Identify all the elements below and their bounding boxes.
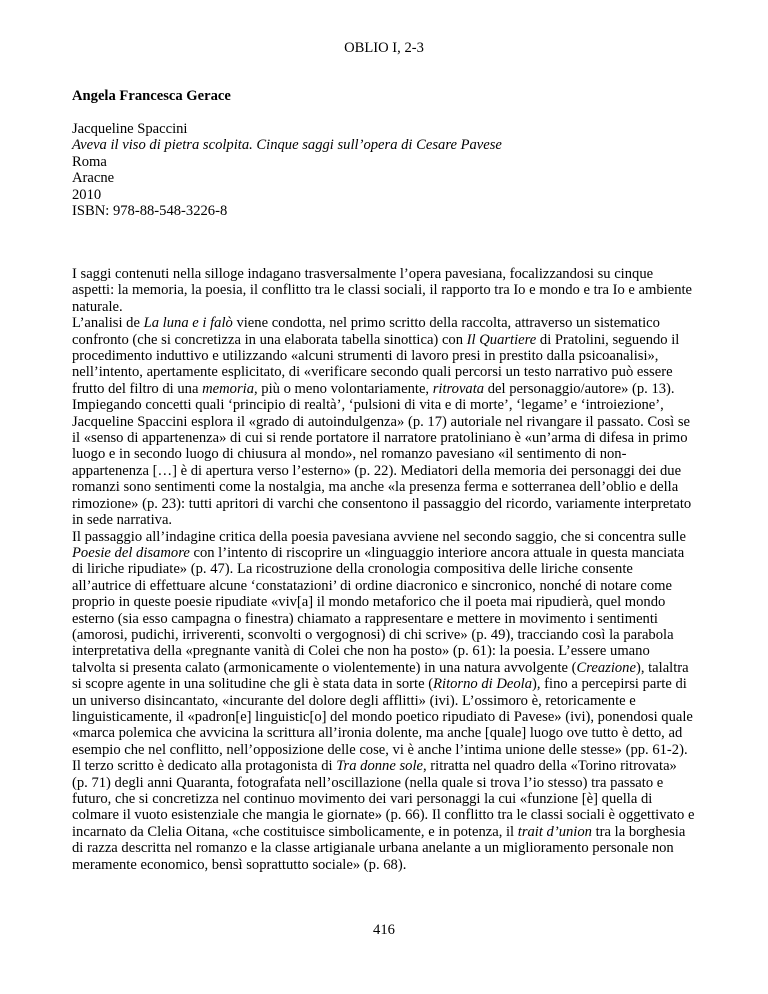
paragraph-intro <box>72 266 695 315</box>
italic-title: Ritorno di Deola <box>433 676 533 693</box>
isbn: ISBN: 978-88-548-3226-8 <box>72 203 228 220</box>
paragraph-second-essay <box>72 529 695 759</box>
text-run: ), fino a percepirsi parte di un universo disincantato, «incurante del dolore degli afflitti» (ivi). L’ossimoro è, retoricamente e linguisticamente, il «padron[e] linguistic[o] del mondo poetico ripudiato di Pavese» (ivi), ponendosi quale «marca polemica che avvicina la scrittura all’ironia dolente, ma anche [quale] luogo ove tutto è detto, ad esempio che nel conflitto, nell’opposizione delle cose, vi è anche l’intima unione delle stesse» (pp. 61-2). <box>72 676 693 758</box>
text-run: ), talaltra si scopre agente in una solitudine che gli è stata data in sorte ( <box>72 659 689 693</box>
publication-year: 2010 <box>72 186 102 203</box>
book-title: Aveva il viso di pietra scolpita. Cinque saggi sull’opera di Cesare Pavese <box>72 137 502 154</box>
book-author: Jacqueline Spaccini <box>72 121 188 137</box>
italic-title: Tra donne sole <box>336 758 423 775</box>
publication-city: Roma <box>72 153 107 170</box>
review-body <box>72 266 695 873</box>
review-author: Angela Francesca Gerace <box>72 88 231 104</box>
text-run: L’analisi de <box>72 315 144 332</box>
italic-word: ritrovata <box>432 380 485 397</box>
text-run: tra la borghesia di razza descritta nel romanzo e la classe artigianale urbana anelante a un miglioramento personale non meramente economico, bensì soprattutto sociale» (p. 68). <box>72 823 686 873</box>
text-run: , ritratta nel quadro della «Torino ritrovata» (p. 71) degli anni Quaranta, fotografata nell’oscillazione (nella quale si trova l’io stesso) tra passato e futuro, che si concretizza nel continuo movimento dei vari personaggi la cui «funzione [è] quella di colmare il vuoto esistenziale che mangia le giornate» (p. 66). Il conflitto tra le classi sociali è oggettivato e incarnato da Clelia Oitana, «che costituisce simbolicamente, e in potenza, il <box>72 758 695 840</box>
italic-word: memoria <box>202 380 254 397</box>
text-run: del personaggio/autore» (p. 13). Impiegando concetti quali ‘principio di realtà’, ‘pulsioni di vita e di morte’, ‘legame’ e ‘introiezione’, Jacqueline Spaccini esplora il «grado di autoindulgenza» (p. 17) autoriale nel rivangare il passato. Così se il «senso di appartenenza» di cui si rende portatore il narratore pratoliniano è «un’arma di difesa in primo luogo e in secondo luogo di chiusura al mondo», nel romanzo pavesiano «il sentimento di non-appartenenza […] è di apertura verso l’esterno» (p. 22). Mediatori della memoria dei personaggi dei due romanzi sono sentimenti come la nostalgia, ma anche «la presenza ferma e sotterranea dell’oblio e della rimozione» (p. 23): tutti apritori di varchi che consentono il passaggio del ricordo, variamente interpretato in sede narrativa. <box>72 380 692 529</box>
page-number: 416 <box>373 922 395 938</box>
text-run: Il passaggio all’indagine critica della poesia pavesiana avviene nel secondo saggio, che si concentra sulle <box>72 528 686 545</box>
bibliographic-record <box>72 121 712 219</box>
text-run: con l’intento di riscoprire un «linguaggio interiore ancora attuale in questa manciata di liriche ripudiate» (p. 47). La ricostruzione della cronologia compositiva delle liriche consente all’autrice di effettuare alcune ‘constatazioni’ di ordine diacronico e sincronico, nonché di notare come proprio in queste poesie ripudiate «viv[a] il mondo metaforico che il poeta mai ripudierà, quel mondo esterno (sia esso campagna o finestra) chiamato a rappresentare e mettere in movimento i sentimenti (amorosi, pudichi, irriverenti, sconvolti o vergognosi) di chi scrive» (p. 49), tracciando così la parabola interpretativa della «pregnante vanità di Colei che non ha posto» (p. 61): la poesia. L’essere umano talvolta si presenta calato (armonicamente o violentemente) in una natura avvolgente ( <box>72 544 685 676</box>
italic-title: La luna e i falò <box>143 315 233 332</box>
paragraph-third-essay <box>72 758 695 873</box>
italic-title: Il Quartiere <box>466 331 537 348</box>
running-header: OBLIO I, 2-3 <box>344 40 424 56</box>
italic-title: Creazione <box>576 659 636 676</box>
text-run: Il terzo scritto è dedicato alla protagonista di <box>72 758 337 775</box>
text-run: , più o meno volontariamente, <box>254 380 433 397</box>
italic-title: Poesie del disamore <box>72 544 190 561</box>
paragraph-first-essay <box>72 315 695 528</box>
text-run: I saggi contenuti nella silloge indagano trasversalmente l’opera pavesiana, focalizzandosi su cinque aspetti: la memoria, la poesia, il conflitto tra le classi sociali, il rapporto tra Io e mondo e tra Io e ambiente naturale. <box>72 266 693 315</box>
publisher: Aracne <box>72 170 115 187</box>
text-run: di Pratolini, seguendo il procedimento induttivo e utilizzando «alcuni strumenti di lavoro presi in prestito dalla psicoanalisi», nell’intento, apertamente esplicitato, di «verificare secondo quali percorsi un testo narrativo può essere frutto del filtro di una <box>72 331 680 397</box>
text-run: viene condotta, nel primo scritto della raccolta, attraverso un sistematico confronto (che si concretizza in una elaborata tabella sinottica) con <box>72 315 660 348</box>
italic-word: trait d’union <box>517 823 592 840</box>
